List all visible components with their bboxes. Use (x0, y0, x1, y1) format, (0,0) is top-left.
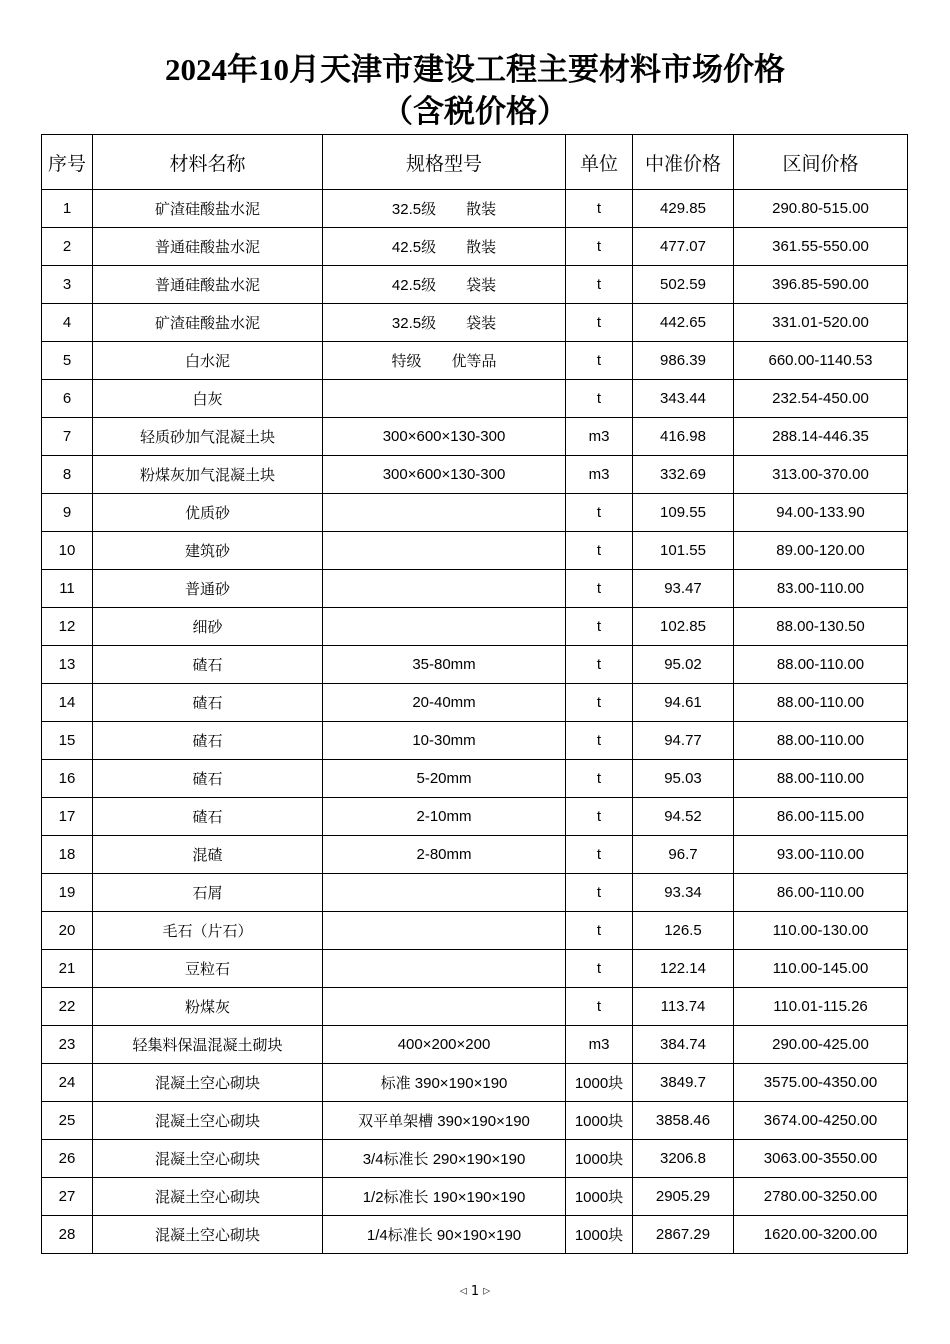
cell-mid-price: 3849.7 (633, 1064, 734, 1102)
cell-unit: t (566, 228, 633, 266)
table-row (42, 722, 908, 760)
cell-name: 碴石 (93, 722, 323, 760)
spec-part-a: 400×200×200 (397, 1036, 491, 1053)
cell-spec (323, 532, 566, 570)
cell-index: 13 (42, 646, 93, 684)
cell-index: 28 (42, 1216, 93, 1254)
cell-range-price: 290.80-515.00 (734, 190, 908, 228)
cell-range-price: 396.85-590.00 (734, 266, 908, 304)
cell-spec (323, 228, 566, 266)
cell-unit: t (566, 912, 633, 950)
cell-index: 2 (42, 228, 93, 266)
cell-name: 混凝土空心砌块 (93, 1140, 323, 1178)
cell-range-price: 288.14-446.35 (734, 418, 908, 456)
cell-spec (323, 418, 566, 456)
header-range-price: 区间价格 (734, 135, 908, 190)
cell-mid-price: 384.74 (633, 1026, 734, 1064)
table-row (42, 570, 908, 608)
cell-index: 24 (42, 1064, 93, 1102)
cell-range-price: 290.00-425.00 (734, 1026, 908, 1064)
cell-spec (323, 760, 566, 798)
cell-name: 碴石 (93, 646, 323, 684)
cell-unit: 1000块 (566, 1102, 633, 1140)
spec-part-a: 300×600×130-300 (382, 466, 506, 483)
cell-spec (323, 1216, 566, 1254)
cell-unit: 1000块 (566, 1064, 633, 1102)
table-row (42, 1140, 908, 1178)
spec-part-b: 优等品 (451, 353, 497, 370)
cell-mid-price: 93.34 (633, 874, 734, 912)
cell-mid-price: 95.02 (633, 646, 734, 684)
spec-part-b: 袋装 (466, 277, 497, 294)
cell-unit: m3 (566, 418, 633, 456)
cell-unit: t (566, 988, 633, 1026)
cell-spec (323, 646, 566, 684)
cell-range-price: 88.00-110.00 (734, 646, 908, 684)
table-row (42, 646, 908, 684)
table-row (42, 304, 908, 342)
table-row (42, 266, 908, 304)
cell-range-price: 660.00-1140.53 (734, 342, 908, 380)
cell-mid-price: 113.74 (633, 988, 734, 1026)
cell-spec (323, 1026, 566, 1064)
table-row (42, 228, 908, 266)
cell-range-price: 331.01-520.00 (734, 304, 908, 342)
left-triangle-icon: ◁ (459, 1286, 467, 1297)
cell-spec (323, 798, 566, 836)
cell-range-price: 86.00-115.00 (734, 798, 908, 836)
cell-spec (323, 988, 566, 1026)
cell-unit: m3 (566, 456, 633, 494)
cell-mid-price: 94.61 (633, 684, 734, 722)
cell-spec (323, 1064, 566, 1102)
table-row (42, 1178, 908, 1216)
cell-name: 轻质砂加气混凝土块 (93, 418, 323, 456)
table-row (42, 1026, 908, 1064)
cell-name: 白灰 (93, 380, 323, 418)
cell-spec (323, 684, 566, 722)
cell-index: 1 (42, 190, 93, 228)
table-row (42, 1102, 908, 1140)
cell-index: 27 (42, 1178, 93, 1216)
cell-range-price: 232.54-450.00 (734, 380, 908, 418)
cell-index: 26 (42, 1140, 93, 1178)
spec-part-a: 10-30mm (412, 732, 476, 749)
page-number: 1 (470, 1284, 480, 1299)
table-row (42, 988, 908, 1026)
cell-unit: t (566, 304, 633, 342)
cell-mid-price: 2905.29 (633, 1178, 734, 1216)
cell-index: 12 (42, 608, 93, 646)
spec-part-b: 袋装 (466, 315, 497, 332)
cell-range-price: 3063.00-3550.00 (734, 1140, 908, 1178)
spec-part-a: 标准 390×190×190 (380, 1075, 508, 1092)
cell-name: 普通硅酸盐水泥 (93, 228, 323, 266)
cell-index: 7 (42, 418, 93, 456)
spec-part-a: 42.5级 (391, 239, 437, 256)
cell-range-price: 88.00-110.00 (734, 760, 908, 798)
cell-index: 18 (42, 836, 93, 874)
cell-index: 8 (42, 456, 93, 494)
cell-unit: t (566, 874, 633, 912)
cell-spec (323, 570, 566, 608)
cell-spec (323, 950, 566, 988)
cell-mid-price: 102.85 (633, 608, 734, 646)
cell-unit: t (566, 380, 633, 418)
cell-spec (323, 456, 566, 494)
header-name: 材料名称 (93, 135, 323, 190)
cell-mid-price: 332.69 (633, 456, 734, 494)
cell-index: 6 (42, 380, 93, 418)
cell-name: 碴石 (93, 760, 323, 798)
table-row (42, 798, 908, 836)
cell-mid-price: 343.44 (633, 380, 734, 418)
cell-range-price: 313.00-370.00 (734, 456, 908, 494)
cell-index: 14 (42, 684, 93, 722)
cell-name: 混凝土空心砌块 (93, 1178, 323, 1216)
table-row (42, 342, 908, 380)
cell-unit: 1000块 (566, 1216, 633, 1254)
cell-mid-price: 3858.46 (633, 1102, 734, 1140)
header-index: 序号 (42, 135, 93, 190)
cell-mid-price: 95.03 (633, 760, 734, 798)
table-row (42, 418, 908, 456)
cell-mid-price: 2867.29 (633, 1216, 734, 1254)
cell-range-price: 86.00-110.00 (734, 874, 908, 912)
table-row (42, 760, 908, 798)
table-header-row (42, 135, 908, 190)
cell-mid-price: 122.14 (633, 950, 734, 988)
cell-name: 矿渣硅酸盐水泥 (93, 190, 323, 228)
cell-unit: m3 (566, 1026, 633, 1064)
spec-part-a: 20-40mm (412, 694, 476, 711)
page-subtitle: （含税价格） (382, 94, 568, 129)
cell-unit: 1000块 (566, 1178, 633, 1216)
spec-part-a: 32.5级 (391, 201, 437, 218)
cell-spec (323, 304, 566, 342)
cell-range-price: 3575.00-4350.00 (734, 1064, 908, 1102)
cell-name: 建筑砂 (93, 532, 323, 570)
cell-unit: t (566, 722, 633, 760)
cell-mid-price: 442.65 (633, 304, 734, 342)
cell-name: 石屑 (93, 874, 323, 912)
price-table (41, 134, 908, 1254)
cell-unit: t (566, 608, 633, 646)
page-footer (0, 1284, 950, 1299)
cell-spec (323, 874, 566, 912)
cell-range-price: 110.01-115.26 (734, 988, 908, 1026)
cell-name: 碴石 (93, 684, 323, 722)
cell-name: 细砂 (93, 608, 323, 646)
spec-part-b: 散装 (466, 201, 497, 218)
cell-spec (323, 342, 566, 380)
cell-unit: 1000块 (566, 1140, 633, 1178)
header-unit: 单位 (566, 135, 633, 190)
cell-unit: t (566, 342, 633, 380)
cell-range-price: 88.00-110.00 (734, 722, 908, 760)
cell-unit: t (566, 836, 633, 874)
cell-unit: t (566, 266, 633, 304)
table-body (42, 190, 908, 1254)
cell-name: 普通硅酸盐水泥 (93, 266, 323, 304)
cell-spec (323, 1102, 566, 1140)
table-row (42, 874, 908, 912)
cell-range-price: 89.00-120.00 (734, 532, 908, 570)
cell-unit: t (566, 950, 633, 988)
cell-name: 豆粒石 (93, 950, 323, 988)
cell-mid-price: 477.07 (633, 228, 734, 266)
table-row (42, 684, 908, 722)
table-row (42, 190, 908, 228)
cell-unit: t (566, 494, 633, 532)
cell-name: 轻集料保温混凝土砌块 (93, 1026, 323, 1064)
cell-spec (323, 266, 566, 304)
table-row (42, 1064, 908, 1102)
cell-mid-price: 93.47 (633, 570, 734, 608)
cell-index: 22 (42, 988, 93, 1026)
cell-index: 10 (42, 532, 93, 570)
cell-index: 15 (42, 722, 93, 760)
cell-mid-price: 94.52 (633, 798, 734, 836)
spec-part-a: 32.5级 (391, 315, 437, 332)
cell-index: 17 (42, 798, 93, 836)
cell-index: 9 (42, 494, 93, 532)
cell-index: 4 (42, 304, 93, 342)
cell-name: 粉煤灰 (93, 988, 323, 1026)
cell-mid-price: 96.7 (633, 836, 734, 874)
cell-unit: t (566, 760, 633, 798)
cell-index: 5 (42, 342, 93, 380)
cell-name: 矿渣硅酸盐水泥 (93, 304, 323, 342)
cell-range-price: 1620.00-3200.00 (734, 1216, 908, 1254)
table-row (42, 1216, 908, 1254)
spec-part-a: 3/4标准长 290×190×190 (362, 1151, 526, 1168)
cell-unit: t (566, 798, 633, 836)
spec-part-a: 1/2标准长 190×190×190 (362, 1189, 526, 1206)
cell-name: 混凝土空心砌块 (93, 1102, 323, 1140)
cell-range-price: 3674.00-4250.00 (734, 1102, 908, 1140)
spec-part-b: 散装 (466, 239, 497, 256)
spec-part-a: 5-20mm (416, 770, 472, 787)
cell-name: 普通砂 (93, 570, 323, 608)
cell-name: 白水泥 (93, 342, 323, 380)
cell-range-price: 2780.00-3250.00 (734, 1178, 908, 1216)
cell-index: 11 (42, 570, 93, 608)
cell-mid-price: 986.39 (633, 342, 734, 380)
table-row (42, 456, 908, 494)
cell-name: 毛石（片石） (93, 912, 323, 950)
spec-part-a: 300×600×130-300 (382, 428, 506, 445)
cell-index: 3 (42, 266, 93, 304)
cell-index: 20 (42, 912, 93, 950)
cell-index: 16 (42, 760, 93, 798)
cell-spec (323, 912, 566, 950)
cell-index: 25 (42, 1102, 93, 1140)
table-row (42, 912, 908, 950)
spec-part-a: 42.5级 (391, 277, 437, 294)
cell-spec (323, 1140, 566, 1178)
cell-mid-price: 126.5 (633, 912, 734, 950)
cell-range-price: 110.00-130.00 (734, 912, 908, 950)
cell-index: 23 (42, 1026, 93, 1064)
right-triangle-icon: ▷ (483, 1286, 491, 1297)
spec-part-a: 2-10mm (416, 808, 472, 825)
cell-unit: t (566, 532, 633, 570)
cell-mid-price: 94.77 (633, 722, 734, 760)
cell-range-price: 88.00-130.50 (734, 608, 908, 646)
cell-spec (323, 494, 566, 532)
cell-spec (323, 1178, 566, 1216)
page-title: 2024年10月天津市建设工程主要材料市场价格 (165, 52, 785, 87)
cell-spec (323, 380, 566, 418)
spec-part-a: 2-80mm (416, 846, 472, 863)
cell-name: 碴石 (93, 798, 323, 836)
cell-range-price: 93.00-110.00 (734, 836, 908, 874)
cell-range-price: 83.00-110.00 (734, 570, 908, 608)
header-mid-price: 中准价格 (633, 135, 734, 190)
cell-mid-price: 101.55 (633, 532, 734, 570)
cell-mid-price: 3206.8 (633, 1140, 734, 1178)
table-row (42, 380, 908, 418)
table-row (42, 836, 908, 874)
table-row (42, 494, 908, 532)
cell-range-price: 88.00-110.00 (734, 684, 908, 722)
cell-name: 混碴 (93, 836, 323, 874)
spec-part-a: 双平单架槽 390×190×190 (358, 1113, 530, 1130)
cell-name: 混凝土空心砌块 (93, 1216, 323, 1254)
spec-part-a: 1/4标准长 90×190×190 (366, 1227, 522, 1244)
table-row (42, 532, 908, 570)
header-spec: 规格型号 (323, 135, 566, 190)
cell-mid-price: 416.98 (633, 418, 734, 456)
table-row (42, 608, 908, 646)
cell-mid-price: 502.59 (633, 266, 734, 304)
cell-unit: t (566, 684, 633, 722)
cell-spec (323, 836, 566, 874)
cell-spec (323, 190, 566, 228)
cell-name: 优质砂 (93, 494, 323, 532)
spec-part-a: 特级 (391, 353, 422, 370)
cell-range-price: 94.00-133.90 (734, 494, 908, 532)
cell-mid-price: 109.55 (633, 494, 734, 532)
spec-part-a: 35-80mm (412, 656, 476, 673)
cell-unit: t (566, 190, 633, 228)
cell-range-price: 110.00-145.00 (734, 950, 908, 988)
table-row (42, 950, 908, 988)
cell-index: 21 (42, 950, 93, 988)
cell-name: 混凝土空心砌块 (93, 1064, 323, 1102)
cell-mid-price: 429.85 (633, 190, 734, 228)
cell-range-price: 361.55-550.00 (734, 228, 908, 266)
cell-spec (323, 608, 566, 646)
cell-unit: t (566, 570, 633, 608)
cell-index: 19 (42, 874, 93, 912)
cell-spec (323, 722, 566, 760)
cell-unit: t (566, 646, 633, 684)
cell-name: 粉煤灰加气混凝土块 (93, 456, 323, 494)
